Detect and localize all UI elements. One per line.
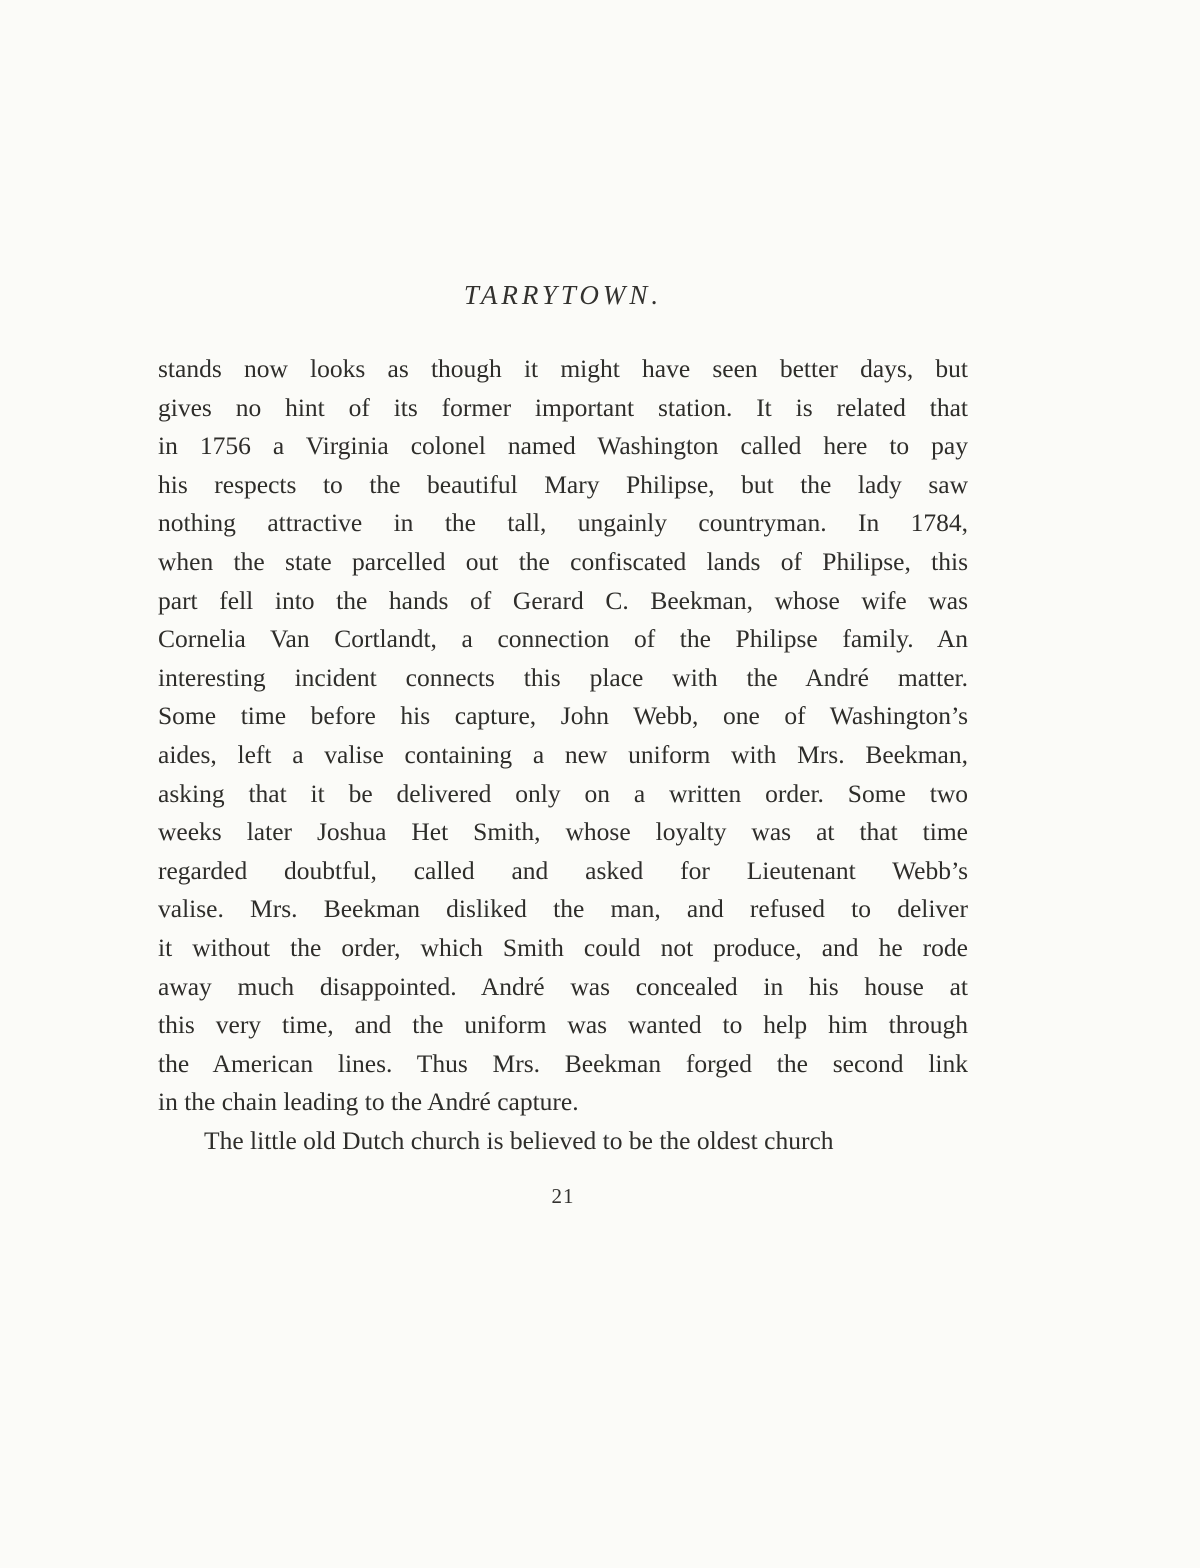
text-line: his respects to the beautiful Mary Philipse, but the lady saw	[158, 469, 968, 499]
text-line: valise. Mrs. Beekman disliked the man, and refused to deliver	[158, 894, 968, 924]
text-line: in the chain leading to the André capture.	[158, 1087, 579, 1117]
text-line: Cornelia Van Cortlandt, a connection of the Philipse family. An	[158, 624, 968, 654]
page-title: TARRYTOWN.	[463, 280, 663, 310]
text-line: when the state parcelled out the confiscated lands of Philipse, this	[158, 546, 968, 576]
text-line: away much disappointed. André was concealed in his house at	[158, 971, 968, 1001]
text-line: The little old Dutch church is believed to be the oldest church	[204, 1125, 834, 1155]
text-line: in 1756 a Virginia colonel named Washington called here to pay	[158, 431, 968, 461]
text-line: nothing attractive in the tall, ungainly countryman. In 1784,	[158, 508, 968, 538]
text-line: stands now looks as though it might have seen better days, but	[158, 354, 968, 383]
text-line: asking that it be delivered only on a written order. Some two	[158, 778, 968, 808]
text-line: weeks later Joshua Het Smith, whose loyalty was at that time	[158, 817, 968, 847]
page-number: 21	[551, 1184, 575, 1208]
text-line: aides, left a valise containing a new uniform with Mrs. Beekman,	[158, 739, 968, 769]
text-line: it without the order, which Smith could not produce, and he rode	[158, 932, 968, 962]
text-line: gives no hint of its former important station. It is related that	[158, 392, 968, 422]
body-text	[158, 350, 968, 1160]
text-line: regarded doubtful, called and asked for Lieutenant Webb’s	[158, 855, 968, 885]
text-line: this very time, and the uniform was wanted to help him through	[158, 1010, 968, 1040]
text-line: Some time before his capture, John Webb, one of Washington’s	[158, 701, 968, 731]
text-line: the American lines. Thus Mrs. Beekman forged the second link	[158, 1048, 968, 1078]
text-line: interesting incident connects this place with the André matter.	[158, 662, 968, 692]
text-line: part fell into the hands of Gerard C. Beekman, whose wife was	[158, 585, 968, 615]
